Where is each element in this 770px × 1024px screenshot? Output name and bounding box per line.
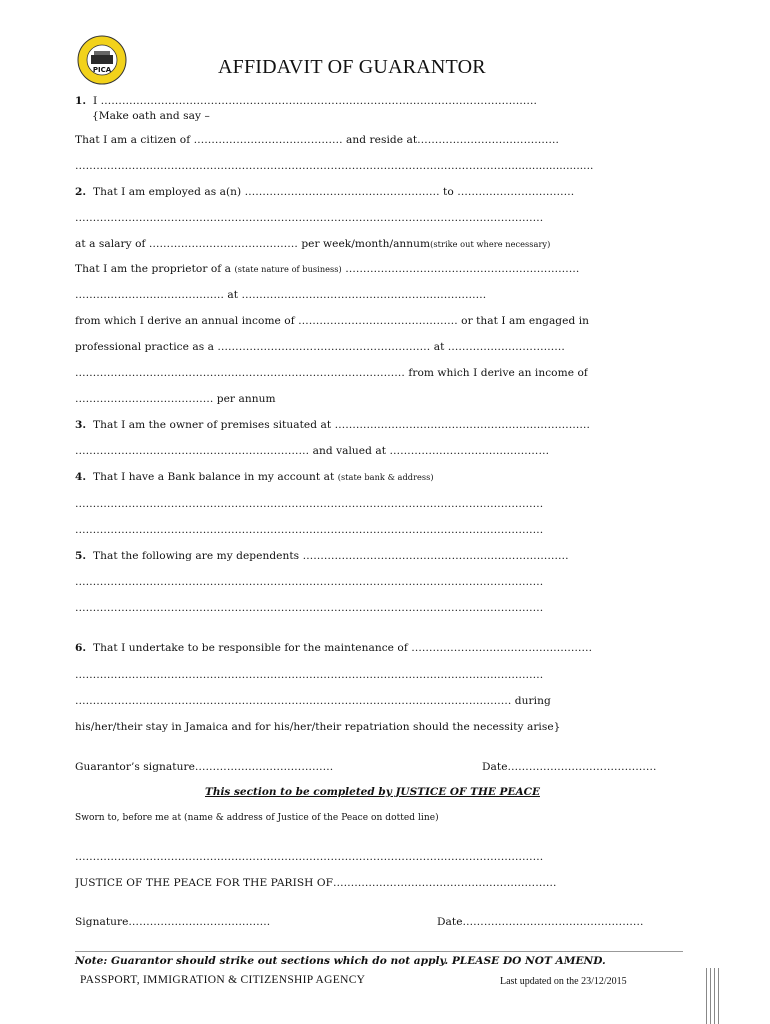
jp-date-line: Date……………………………………………: [437, 916, 644, 928]
pica-logo-icon: [72, 34, 132, 86]
section-4-dotted-line-1: ……………………………………………………………………………………………………………………: [75, 498, 544, 510]
section-1-line-1: 1. I ……………………………………………………………………………………………………………: [75, 95, 538, 107]
section-5-dotted-line-1: ……………………………………………………………………………………………………………………: [75, 576, 544, 588]
section-4-dotted-line-2: ……………………………………………………………………………………………………………………: [75, 524, 544, 536]
jp-parish-line: JUSTICE OF THE PEACE FOR THE PARISH OF………………………………………………………: [75, 877, 557, 889]
section-2-per-annum-line: ………………………………… per annum: [75, 393, 276, 405]
section-2-proprietor-line: That I am the proprietor of a (state nature of business) …………………………………………………………: [75, 263, 580, 275]
sworn-instruction: Sworn to, before me at (name & address of Justice of the Peace on dotted line): [75, 813, 439, 823]
jp-section-heading: This section to be completed by JUSTICE OF THE PEACE: [205, 786, 540, 798]
guarantor-date-line: Date……………………………………: [482, 761, 657, 773]
section-2-dotted-line: ……………………………………………………………………………………………………………………: [75, 212, 544, 224]
page-edge-marks: [706, 968, 720, 1024]
section-2-business-at-line: …………………………………… at ……………………………………………………………: [75, 289, 487, 301]
section-5-dotted-line-2: ……………………………………………………………………………………………………………………: [75, 602, 544, 614]
section-5-dependents-line: 5. That the following are my dependents …………………………………………………………………: [75, 550, 569, 562]
section-1-citizen-line: That I am a citizen of …………………………………… and reside at………………………………….: [75, 134, 559, 146]
footer-divider: [75, 951, 683, 952]
guarantor-signature-line: Guarantor’s signature…………………………………: [75, 761, 334, 773]
footer-note: Note: Guarantor should strike out sections which do not apply. PLEASE DO NOT AMEND.: [75, 955, 606, 967]
agency-name: PASSPORT, IMMIGRATION & CITIZENSHIP AGENCY: [80, 974, 366, 986]
section-1-line-2: {Make oath and say –: [92, 110, 210, 122]
jp-signature-line: Signature………………………………….: [75, 916, 271, 928]
svg-text:PICA: PICA: [92, 66, 112, 74]
section-2-practice-line: professional practice as a …………………………………………………… at ……………………………: [75, 341, 565, 353]
page-title: AFFIDAVIT OF GUARANTOR: [218, 56, 486, 78]
section-6-during-line: …………………………………………………………………………………………………………… during: [75, 695, 551, 707]
section-2-income-line: from which I derive an annual income of ……………………………………… or that I am engaged in: [75, 315, 590, 327]
section-4-bank-line: 4. That I have a Bank balance in my account at (state bank & address): [75, 471, 434, 483]
sworn-dotted-line: ……………………………………………………………………………………………………………………: [75, 851, 544, 863]
section-3-premises-line: 3. That I am the owner of premises situated at ………………………………………………………………: [75, 419, 591, 431]
section-6-maintenance-line: 6. That I undertake to be responsible for the maintenance of ……………………………………………: [75, 642, 593, 654]
section-3-valued-line: ………………………………………………………… and valued at ………………………………………: [75, 445, 550, 457]
section-6-repatriation-line: his/her/their stay in Jamaica and for his/her/their repatriation should the necessity arise}: [75, 721, 561, 733]
section-6-dotted-line: ……………………………………………………………………………………………………………………: [75, 669, 544, 681]
section-2-employment-line: 2. That I am employed as a(n) ………………………….…………………… to ……………………………: [75, 186, 575, 198]
section-2-salary-line: at a salary of …………………………………… per week/month/annum(strike out where necessary): [75, 238, 551, 250]
section-2-derive-line: ………………………………………………………………………………… from which I derive an income of: [75, 367, 588, 379]
section-1-dotted-line: ……………………………………………………………………………………………………………........................: [75, 160, 594, 172]
last-updated: Last updated on the 23/12/2015: [500, 976, 627, 987]
